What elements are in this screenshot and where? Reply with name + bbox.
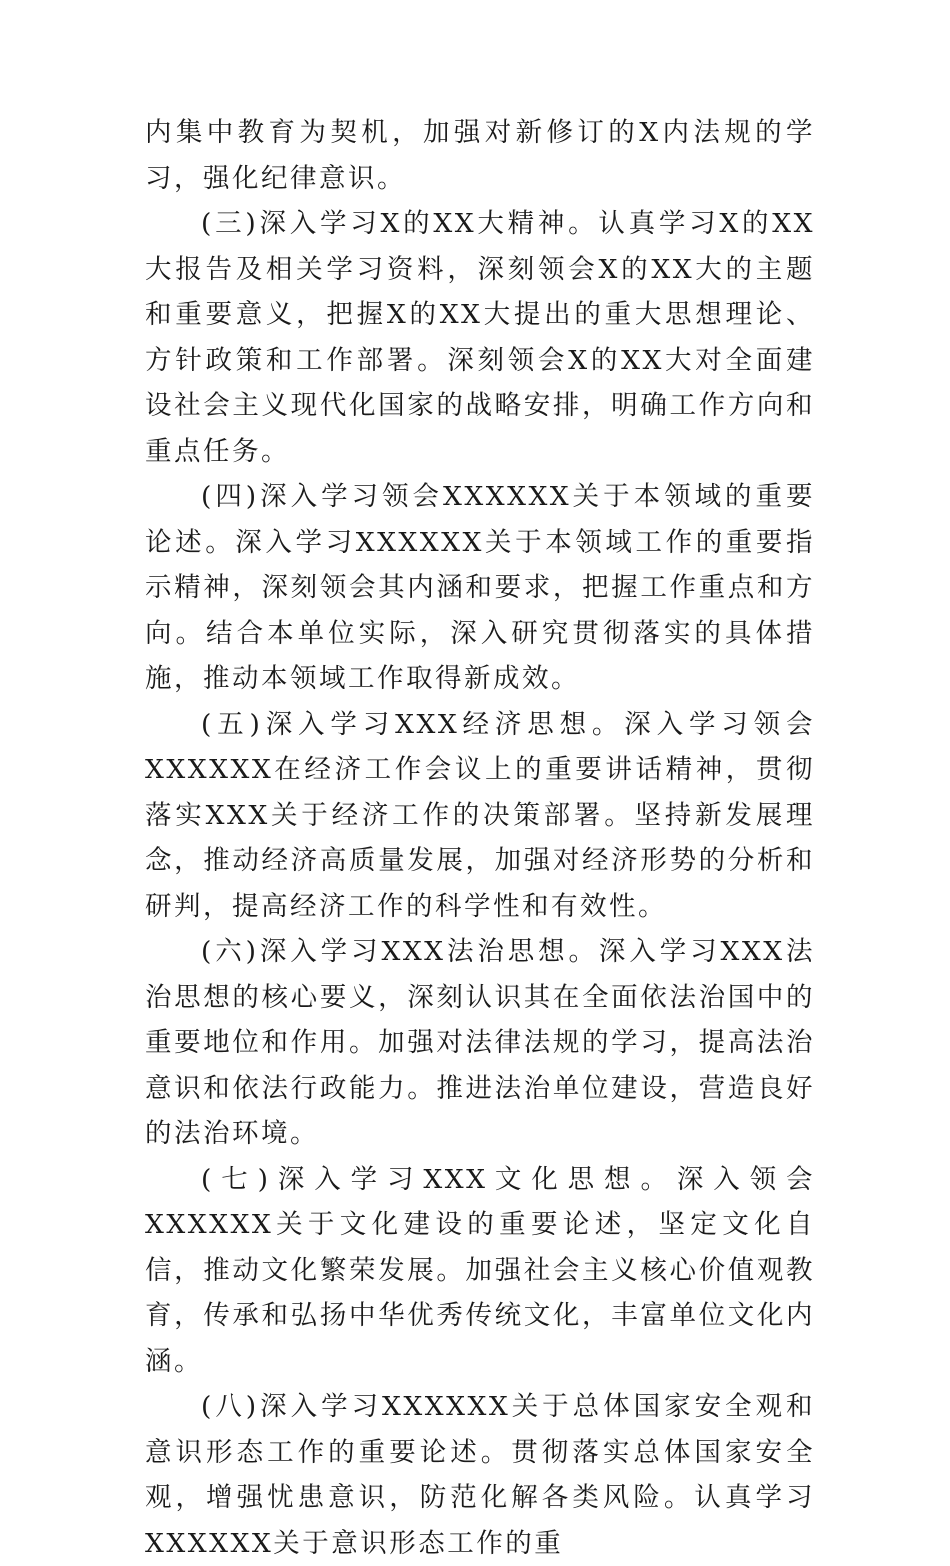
paragraph-continuation: 内集中教育为契机，加强对新修订的X内法规的学习，强化纪律意识。 xyxy=(145,117,815,194)
paragraph-section-6: (六)深入学习XXX法治思想。深入学习XXX法治思想的核心要义，深刻认识其在全面依法治国中的重要地位和作用。加强对法律法规的学习，提高法治意识和依法行政能力。推进法治单位建设，营造良好的法治环境。 xyxy=(145,936,815,1149)
paragraph-section-8: (八)深入学习XXXXXX关于总体国家安全观和意识形态工作的重要论述。贯彻落实总体国家安全观，增强忧患意识，防范化解各类风险。认真学习XXXXXX关于意识形态工作的重 xyxy=(145,1391,815,1559)
paragraph-section-5: (五)深入学习XXX经济思想。深入学习领会XXXXXX在经济工作会议上的重要讲话精神，贯彻落实XXX关于经济工作的决策部署。坚持新发展理念，推动经济高质量发展，加强对经济形势的分析和研判，提高经济工作的科学性和有效性。 xyxy=(145,708,815,922)
paragraph-section-3: (三)深入学习X的XX大精神。认真学习X的XX大报告及相关学习资料，深刻领会X的XX大的主题和重要意义，把握X的XX大提出的重大思想理论、方针政策和工作部署。深刻领会X的XX大对全面建设社会主义现代化国家的战略安排，明确工作方向和重点任务。 xyxy=(145,208,815,467)
document-body xyxy=(145,110,815,1566)
paragraph-section-4: (四)深入学习领会XXXXXX关于本领域的重要论述。深入学习XXXXXX关于本领域工作的重要指示精神，深刻领会其内涵和要求，把握工作重点和方向。结合本单位实际，深入研究贯彻落实的具体措施，推动本领域工作取得新成效。 xyxy=(145,481,815,694)
paragraph-section-7: (七)深入学习XXX文化思想。深入领会XXXXXX关于文化建设的重要论述，坚定文化自信，推动文化繁荣发展。加强社会主义核心价值观教育，传承和弘扬中华优秀传统文化，丰富单位文化内涵。 xyxy=(145,1163,815,1377)
